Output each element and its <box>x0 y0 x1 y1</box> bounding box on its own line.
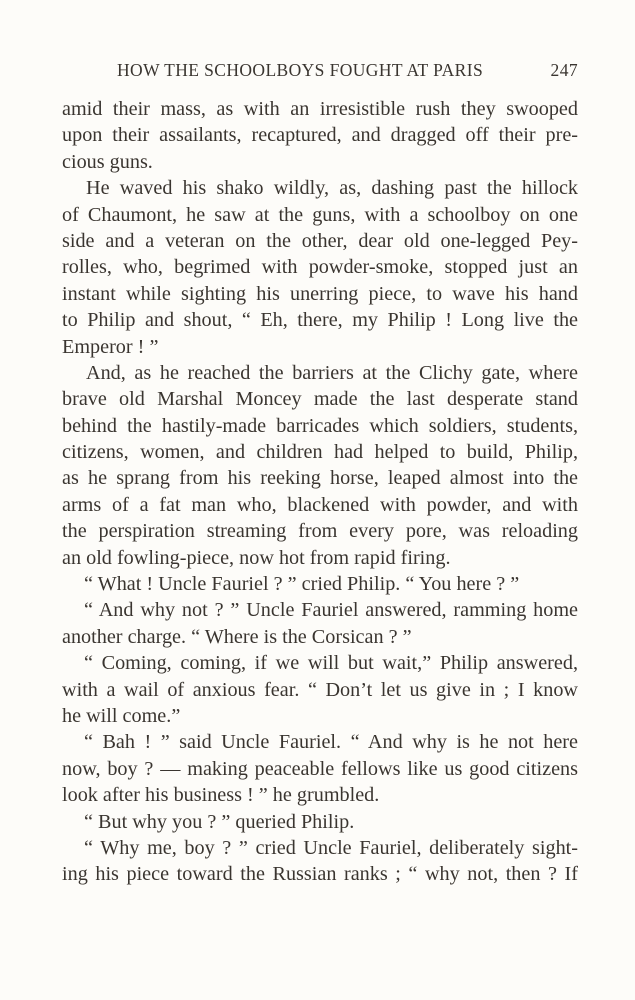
body-text <box>62 96 578 888</box>
text-line: now, boy ? — making peaceable fellows like us good citizens <box>62 757 578 780</box>
text-line: ing his piece toward the Russian ranks ; “ why not, then ? If <box>62 863 578 886</box>
text-line: “ Bah ! ” said Uncle Fauriel. “ And why is he not here <box>84 731 578 754</box>
text-line: instant while sighting his unerring piece, to wave his hand <box>62 282 578 305</box>
text-line: as he sprang from his reeking horse, leaped almost into the <box>62 467 578 490</box>
text-line: “ Why me, boy ? ” cried Uncle Fauriel, deliberately sight- <box>84 836 578 859</box>
text-line: an old fowling-piece, now hot from rapid firing. <box>62 546 451 569</box>
text-line: citizens, women, and children had helped to build, Philip, <box>62 441 578 464</box>
text-line: “ Coming, coming, if we will but wait,” Philip answered, <box>84 652 578 675</box>
text-line: Emperor ! ” <box>62 335 159 358</box>
text-line: the perspiration streaming from every pore, was reloading <box>62 520 578 543</box>
text-line: “ But why you ? ” queried Philip. <box>84 810 355 833</box>
text-line: “ What ! Uncle Fauriel ? ” cried Philip. “ You here ? ” <box>84 573 520 596</box>
text-line: of Chaumont, he saw at the guns, with a schoolboy on one <box>62 203 578 226</box>
text-line: arms of a fat man who, blackened with powder, and with <box>62 493 578 516</box>
text-line: to Philip and shout, “ Eh, there, my Philip ! Long live the <box>62 309 578 332</box>
text-line: brave old Marshal Moncey made the last desperate stand <box>62 388 578 411</box>
text-line: another charge. “ Where is the Corsican ? ” <box>62 625 412 648</box>
text-line: with a wail of anxious fear. “ Don’t let us give in ; I know <box>62 678 578 701</box>
text-line: behind the hastily-made barricades which soldiers, students, <box>62 414 578 437</box>
text-line: cious guns. <box>62 150 153 173</box>
chapter-title: HOW THE SCHOOLBOYS FOUGHT AT PARIS <box>117 60 484 80</box>
text-line: And, as he reached the barriers at the Clichy gate, where <box>86 361 578 384</box>
text-line: He waved his shako wildly, as, dashing past the hillock <box>86 177 578 200</box>
text-line: look after his business ! ” he grumbled. <box>62 784 380 807</box>
text-line: rolles, who, begrimed with powder-smoke, stopped just an <box>62 256 578 279</box>
text-line: side and a veteran on the other, dear old one-legged Pey- <box>62 229 578 252</box>
text-line: amid their mass, as with an irresistible rush they swooped <box>62 98 578 120</box>
text-line: “ And why not ? ” Uncle Fauriel answered, ramming home <box>84 599 578 622</box>
running-header <box>62 60 578 82</box>
text-line: he will come.” <box>62 704 181 727</box>
page-number: 247 <box>550 60 578 80</box>
text-line: upon their assailants, recaptured, and dragged off their pre- <box>62 124 578 147</box>
